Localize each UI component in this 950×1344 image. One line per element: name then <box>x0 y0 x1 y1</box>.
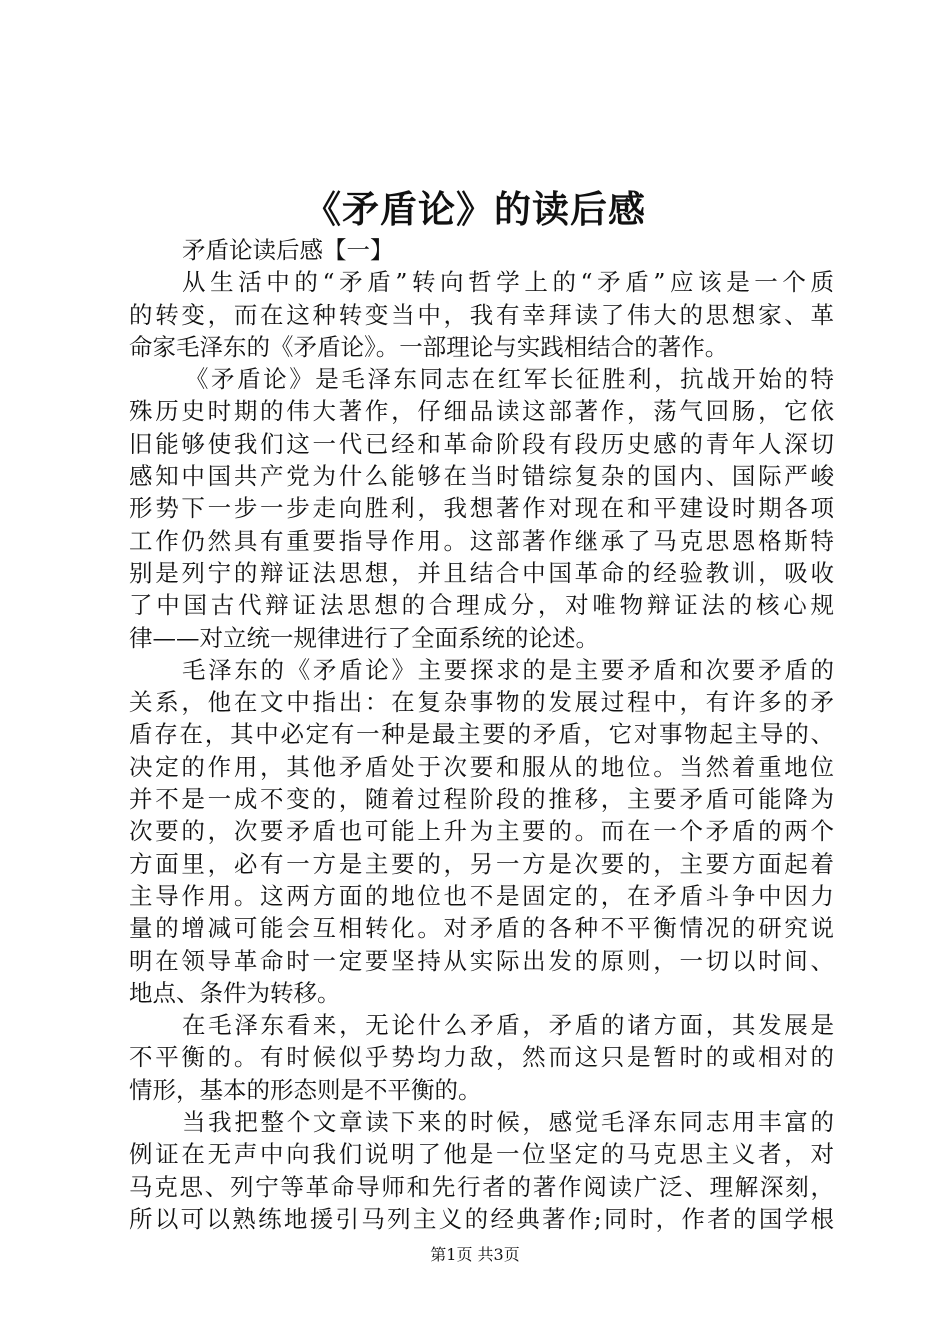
text-line: 当我把整个文章读下来的时候，感觉毛泽东同志用丰富的 <box>182 1108 834 1137</box>
text-line: 旧能够使我们这一代已经和革命阶段有段历史感的青年人深切 <box>129 429 834 458</box>
text-line: 次要的，次要矛盾也可能上升为主要的。而在一个矛盾的两个 <box>129 817 834 846</box>
text-line: 量的增减可能会互相转化。对矛盾的各种不平衡情况的研究说 <box>129 914 834 943</box>
text-line: 别是列宁的辩证法思想，并且结合中国革命的经验教训，吸收 <box>129 558 834 587</box>
document-body <box>129 234 834 1235</box>
text-line: 例证在无声中向我们说明了他是一位坚定的马克思主义者，对 <box>129 1140 834 1169</box>
text-line: 关系，他在文中指出：在复杂事物的发展过程中，有许多的矛 <box>129 688 834 717</box>
text-line: 决定的作用，其他矛盾处于次要和服从的地位。当然着重地位 <box>129 752 834 781</box>
text-line: 矛盾论读后感【一】 <box>182 236 394 264</box>
text-line: 主导作用。这两方面的地位也不是固定的，在矛盾斗争中因力 <box>129 881 834 910</box>
text-line: 从生活中的“矛盾”转向哲学上的“矛盾”应该是一个质 <box>182 268 834 297</box>
text-line: 情形，基本的形态则是不平衡的。 <box>129 1075 482 1104</box>
text-line: 了中国古代辩证法思想的合理成分，对唯物辩证法的核心规 <box>129 591 834 620</box>
text-line: 律——对立统一规律进行了全面系统的论述。 <box>129 623 599 652</box>
text-line: 殊历史时期的伟大著作，仔细品读这部著作，荡气回肠，它依 <box>129 397 834 426</box>
text-line: 工作仍然具有重要指导作用。这部著作继承了马克思恩格斯特 <box>129 526 834 555</box>
document-title: 《矛盾论》的读后感 <box>304 187 646 231</box>
text-line: 地点、条件为转移。 <box>129 978 341 1007</box>
text-line: 感知中国共产党为什么能够在当时错综复杂的国内、国际严峻 <box>129 462 834 491</box>
text-line: 的转变，而在这种转变当中，我有幸拜读了伟大的思想家、革 <box>129 300 834 329</box>
page-footer: 第1页 共3页 <box>430 1245 520 1264</box>
text-line: 命家毛泽东的《矛盾论》。一部理论与实践相结合的著作。 <box>129 332 729 361</box>
text-line: 盾存在，其中必定有一种是最主要的矛盾，它对事物起主导的、 <box>129 720 834 749</box>
text-line: 不平衡的。有时候似乎势均力敌，然而这只是暂时的或相对的 <box>129 1043 834 1072</box>
text-line: 所以可以熟练地援引马列主义的经典著作;同时，作者的国学根 <box>129 1204 834 1233</box>
text-line: 明在领导革命时一定要坚持从实际出发的原则，一切以时间、 <box>129 946 834 975</box>
text-line: 在毛泽东看来，无论什么矛盾，矛盾的诸方面，其发展是 <box>182 1011 834 1040</box>
text-line: 毛泽东的《矛盾论》主要探求的是主要矛盾和次要矛盾的 <box>182 655 834 684</box>
text-line: 方面里，必有一方是主要的，另一方是次要的，主要方面起着 <box>129 849 834 878</box>
text-line: 马克思、列宁等革命导师和先行者的著作阅读广泛、理解深刻， <box>129 1172 834 1201</box>
text-line: 形势下一步一步走向胜利，我想著作对现在和平建设时期各项 <box>129 494 834 523</box>
text-line: 并不是一成不变的，随着过程阶段的推移，主要矛盾可能降为 <box>129 785 834 814</box>
text-line: 《矛盾论》是毛泽东同志在红军长征胜利，抗战开始的特 <box>185 365 834 394</box>
